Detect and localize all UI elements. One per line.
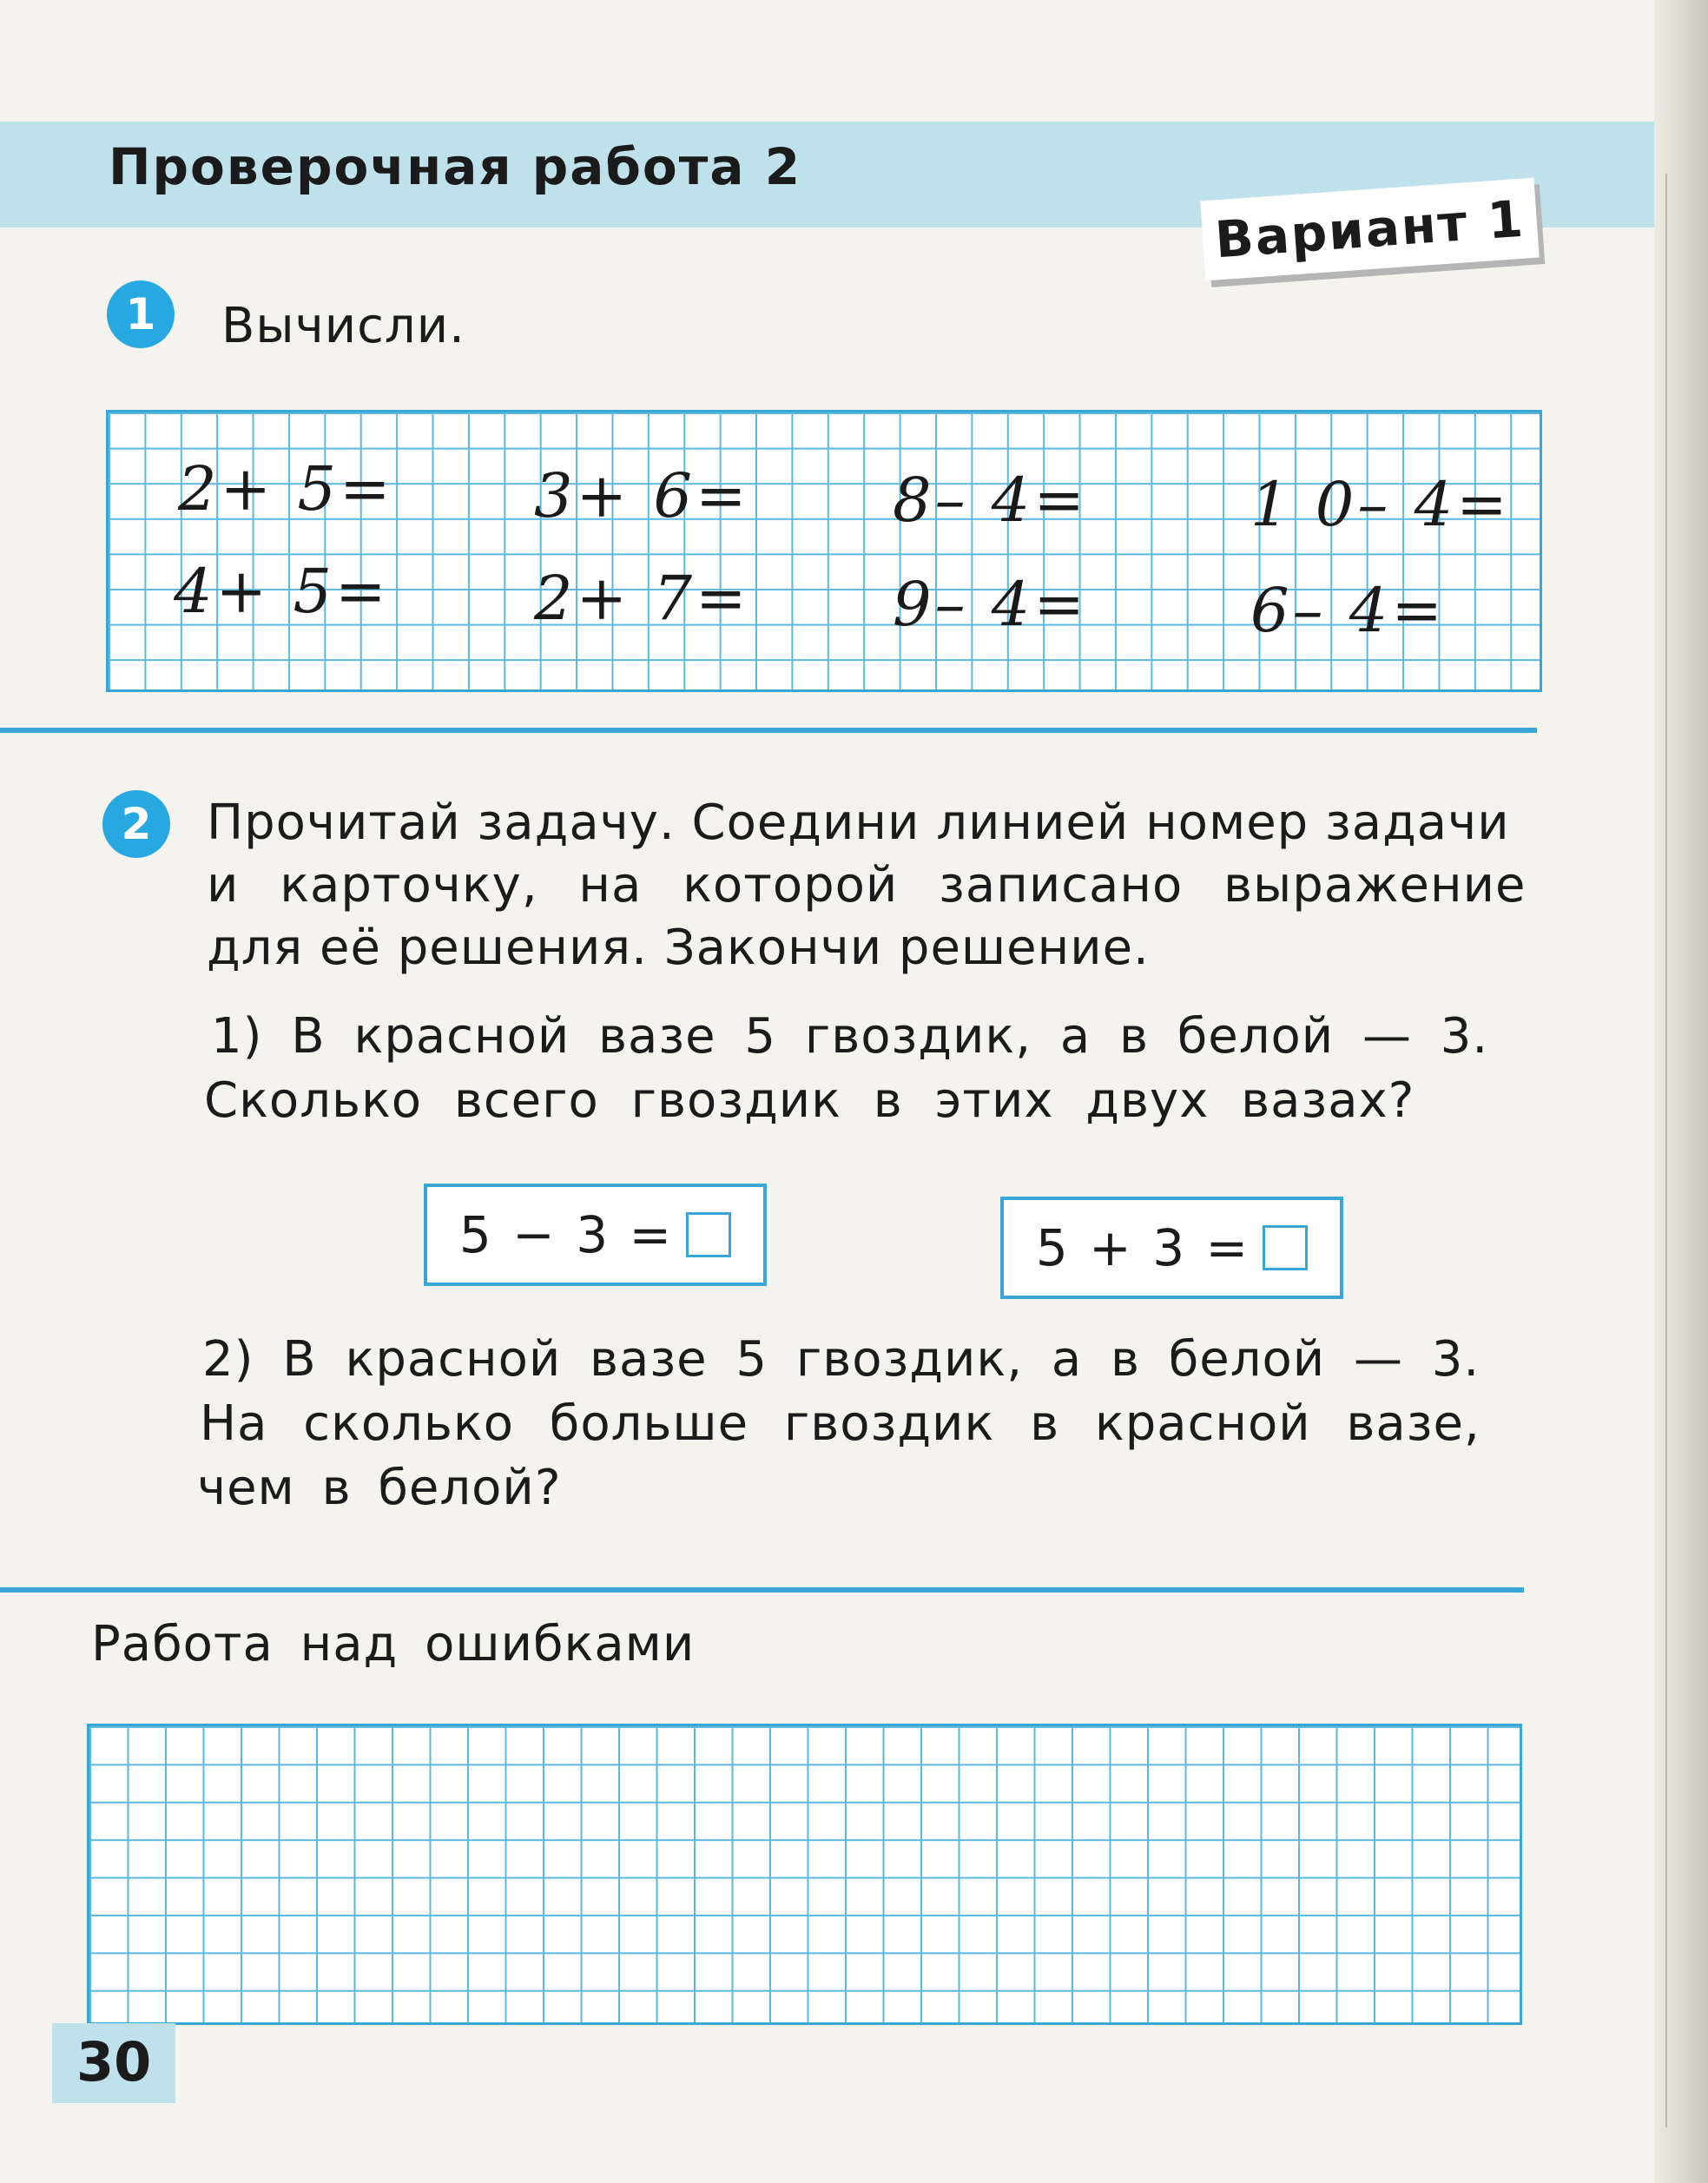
page-number: 30 bbox=[76, 2030, 152, 2094]
problem1-line: Сколько всего гвоздик в этих двух вазах? bbox=[204, 1072, 1415, 1129]
errors-section-title: Работа над ошибками bbox=[91, 1616, 696, 1672]
variant-label: Вариант 1 bbox=[1213, 188, 1527, 270]
task2-instruction-line: для её решения. Закончи решение. bbox=[207, 920, 1150, 976]
expression: 8– 4= bbox=[893, 465, 1088, 536]
expression: 2+ 5= bbox=[178, 453, 394, 524]
task2-number-badge: 2 bbox=[102, 790, 170, 858]
card-expression: 5 + 3 = bbox=[1035, 1218, 1251, 1277]
task1-number-badge: 1 bbox=[107, 280, 175, 348]
problem2-line: На сколько больше гвоздик в красной вазе, bbox=[200, 1395, 1480, 1452]
expression: 2+ 7= bbox=[534, 563, 750, 634]
page-binding-line bbox=[1665, 174, 1667, 2127]
errors-grid bbox=[87, 1724, 1522, 2025]
expression: 9– 4= bbox=[893, 569, 1088, 640]
expression: 6– 4= bbox=[1250, 575, 1446, 646]
answer-box[interactable] bbox=[1263, 1225, 1308, 1270]
expression-card-minus[interactable] bbox=[424, 1184, 767, 1286]
expression-card-plus[interactable] bbox=[1000, 1197, 1343, 1299]
task2-instruction-line: и карточку, на которой записано выражение bbox=[207, 857, 1527, 913]
answer-box[interactable] bbox=[686, 1212, 731, 1257]
page-title: Проверочная работа 2 bbox=[109, 137, 802, 196]
expression: 1 0– 4= bbox=[1250, 469, 1511, 540]
task2-instruction-line: Прочитай задачу. Соедини линией номер задачи bbox=[207, 795, 1510, 851]
calculation-grid bbox=[106, 410, 1542, 692]
problem2-line: чем в белой? bbox=[197, 1460, 562, 1516]
expression: 3+ 6= bbox=[534, 460, 750, 531]
section-divider bbox=[0, 1587, 1524, 1593]
problem1-line: 1) В красной вазе 5 гвоздик, а в белой — 3. bbox=[211, 1008, 1489, 1065]
section-divider bbox=[0, 728, 1537, 733]
problem2-line: 2) В красной вазе 5 гвоздик, а в белой — 3. bbox=[202, 1331, 1480, 1388]
task1-instruction: Вычисли. bbox=[221, 298, 465, 354]
card-expression: 5 − 3 = bbox=[458, 1205, 675, 1264]
page-edge bbox=[1654, 0, 1708, 2183]
expression: 4+ 5= bbox=[174, 556, 390, 627]
